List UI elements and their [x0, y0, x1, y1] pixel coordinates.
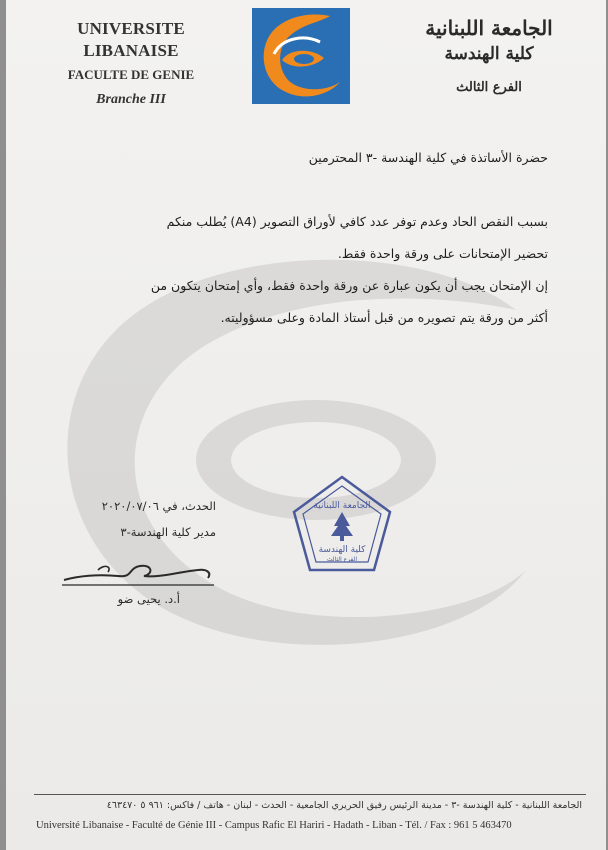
- arabic-header: [404, 14, 574, 98]
- stamp-top-text: الجامعة اللبنانية: [313, 501, 371, 511]
- cedar-icon: [331, 512, 353, 536]
- branch-name-ar: الفرع الثالث: [456, 80, 522, 95]
- signature-block: [66, 496, 216, 542]
- university-name-ar: الجامعة اللبنانية: [425, 16, 553, 40]
- faculty-name-ar: كلية الهندسة: [444, 44, 534, 64]
- faculty-name-fr: FACULTE DE GENIE: [67, 67, 195, 82]
- french-header: [36, 18, 226, 112]
- branch-name-fr: Branche III: [96, 92, 166, 107]
- signature-title: مدير كلية الهندسة-٣: [120, 525, 216, 539]
- footer-french-address: Université Libanaise - Faculté de Génie III - Campus Rafic El Hariri - Hadath - Liban - Tél. / Fax : 961 5 463470: [36, 820, 512, 831]
- faculty-stamp: [290, 474, 394, 574]
- stamp-bottom-text: الفرع الثالث: [326, 556, 358, 563]
- letter-page: [6, 0, 606, 850]
- university-name-fr: UNIVERSITE LIBANAISE: [77, 19, 185, 60]
- handwritten-signature: [58, 558, 218, 588]
- body-line-1: بسبب النقص الحاد وعدم توفر عدد كافي لأوراق التصوير (A4) يُطلب منكم: [166, 214, 548, 229]
- signature-date: الحدث، في ٢٠٢٠/٠٧/٠٦: [101, 499, 216, 513]
- body-line-2: تحضير الإمتحانات على ورقة واحدة فقط.: [337, 246, 548, 261]
- footer-arabic-address: الجامعة اللبنانية - كلية الهندسة -٣ - مدينة الرئيس رفيق الحريري الجامعية - الحدث - لبنان - هاتف / فاكس: ٩٦١ ٥ ٤٦٣٤٧٠: [106, 800, 582, 811]
- body-line-3: إن الإمتحان يجب أن يكون عبارة عن ورقة واحدة فقط، وأي إمتحان يتكون من: [150, 278, 548, 293]
- body-line-4: أكثر من ورقة يتم تصويره من قبل أستاذ المادة وعلى مسؤوليته.: [220, 310, 548, 325]
- letter-body: [36, 210, 548, 330]
- footer-divider: [34, 794, 586, 795]
- stamp-middle-text: كلية الهندسة: [318, 545, 366, 555]
- signatory-name: أ.د. يحيى ضو: [117, 592, 180, 606]
- university-logo: [252, 8, 350, 104]
- letter-salutation: حضرة الأساتذة في كلية الهندسة -٣ المحترمين: [308, 150, 548, 165]
